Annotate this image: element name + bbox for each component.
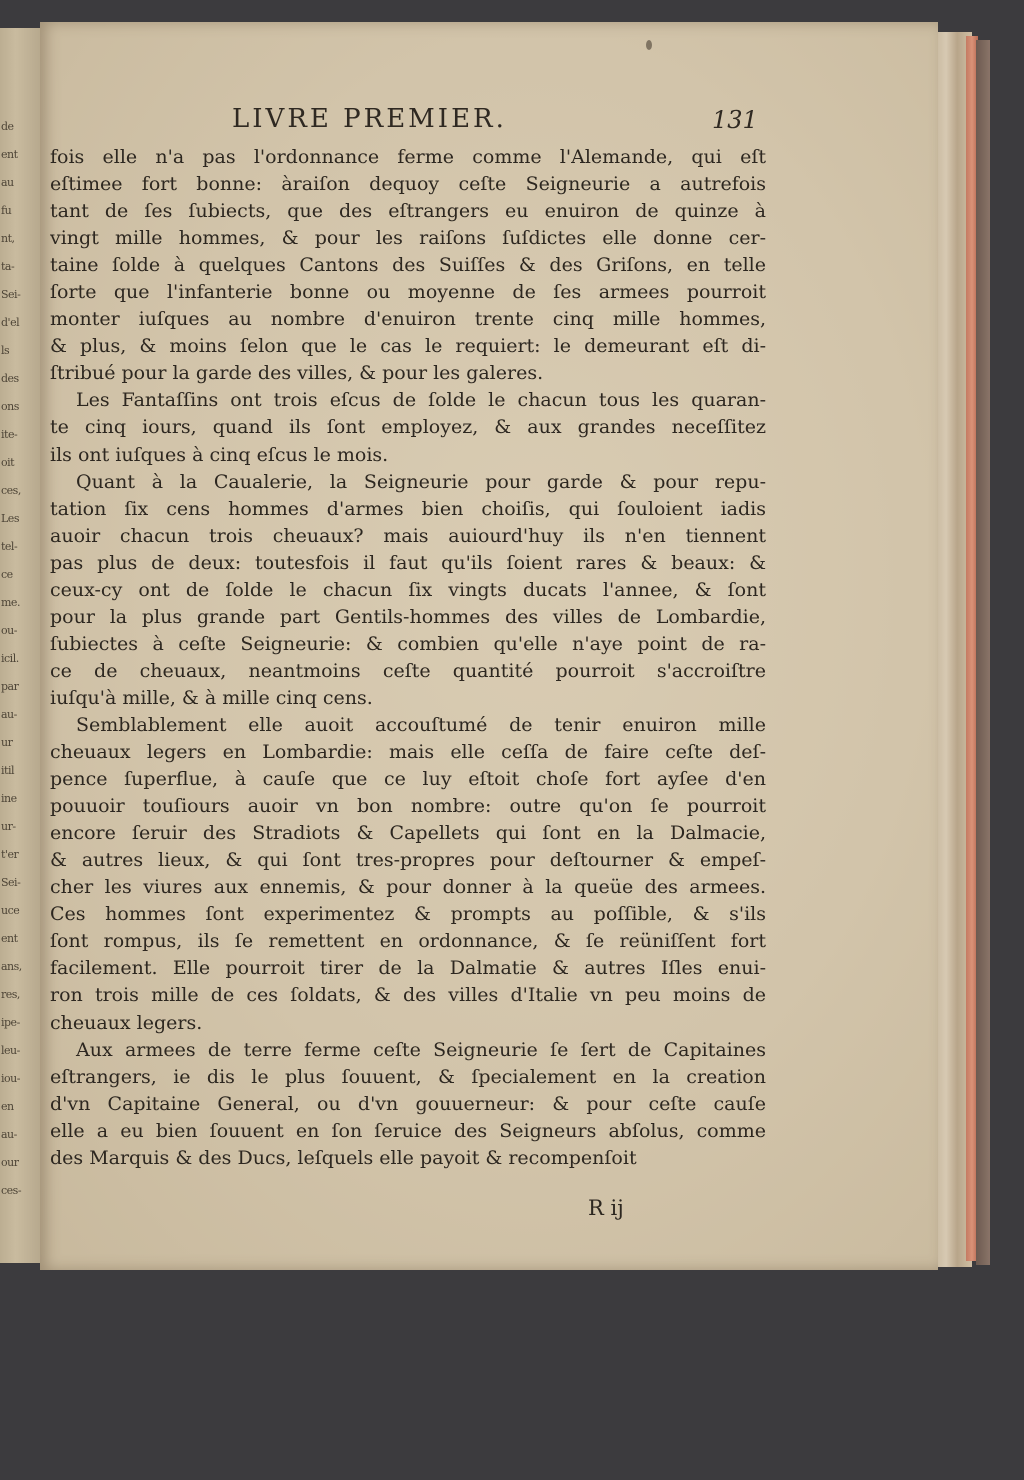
facing-page-fragment: Sei- (1, 876, 21, 889)
text-line: ce de cheuaux, neantmoins ceſte quantité pourroit s'accroiſtre (50, 659, 766, 682)
facing-page-fragment: Sei- (1, 288, 21, 301)
text-line: encore ſeruir des Stradiots & Capellets qui ſont en la Dalmacie, (50, 822, 766, 845)
page-number: 131 (712, 106, 758, 134)
text-line: ſubiectes à ceſte Seigneurie: & combien qu'elle n'aye point de ra- (50, 632, 766, 655)
text-line: & plus, & moins ſelon que le cas le requiert: le demeurant eſt di- (50, 335, 766, 358)
text-line: cheuaux legers. (50, 1011, 203, 1034)
facing-page-fragment: tel- (1, 540, 18, 553)
text-line: Quant à la Caualerie, la Seigneurie pour garde & pour repu- (76, 470, 766, 493)
facing-page-fragment: nt, (1, 232, 15, 245)
text-line: ceux-cy ont de ſolde le chacun ſix vingts ducats l'annee, & ſont (50, 578, 766, 601)
facing-page-fragment: ta- (1, 260, 15, 273)
ink-blot (646, 40, 652, 50)
facing-page-fragment: itil (1, 764, 14, 777)
facing-page-fragment: au- (1, 708, 17, 721)
facing-page-fragment: fu (1, 204, 12, 217)
text-line: tation ſix cens hommes d'armes bien choiſis, qui ſouloient iadis (50, 497, 766, 520)
facing-page-fragment: ent (1, 148, 18, 161)
text-line: te cinq iours, quand ils ſont employez, & aux grandes neceſſitez (50, 416, 766, 439)
text-line: vingt mille hommes, & pour les raiſons ſuſdictes elle donne cer- (50, 227, 766, 250)
facing-page-fragment: ces, (1, 484, 21, 497)
text-line: auoir chacun trois cheuaux? mais auiourd'huy ils n'en tiennent (50, 524, 766, 547)
facing-page-fragment: au- (1, 1128, 17, 1141)
text-line: Ces hommes ſont experimentez & prompts au poſſible, & s'ils (50, 903, 766, 926)
facing-page-fragment: res, (1, 988, 20, 1001)
text-line: ſtribué pour la garde des villes, & pour les galeres. (50, 362, 544, 385)
facing-page-fragment: ite- (1, 428, 18, 441)
facing-page-fragment: oit (1, 456, 15, 469)
text-line: pour la plus grande part Gentils-hommes des villes de Lombardie, (50, 605, 766, 628)
text-line: ron trois mille de ces ſoldats, & des villes d'Italie vn peu moins de (50, 984, 766, 1007)
facing-page-fragment: ur (1, 736, 13, 749)
book-cover-edge (976, 40, 990, 1265)
text-line: Les Fantaſſins ont trois eſcus de ſolde le chacun tous les quaran- (76, 389, 766, 412)
text-line: iuſqu'à mille, & à mille cinq cens. (50, 686, 373, 709)
text-line: elle a eu bien ſouuent en ſon ſeruice des Seigneurs abſolus, comme (50, 1119, 766, 1142)
text-line: monter iuſques au nombre d'enuiron trente cinq mille hommes, (50, 308, 766, 331)
facing-page-fragment: t'er (1, 848, 19, 861)
facing-page-fragment: d'el (1, 316, 20, 329)
text-line: fois elle n'a pas l'ordonnance ferme comme l'Alemande, qui eſt (50, 146, 766, 168)
text-line: ſorte que l'infanterie bonne ou moyenne de ſes armees pourroit (50, 281, 766, 304)
facing-page-fragment: Les (1, 512, 19, 525)
text-line: ils ont iuſques à cinq eſcus le mois. (50, 443, 389, 466)
facing-page-fragment: ine (1, 792, 17, 805)
facing-page-fragment: uce (1, 904, 20, 917)
facing-page-fragment: me. (1, 596, 20, 609)
facing-page-fragment: de (1, 120, 14, 133)
text-line: pas plus de deux: toutesfois il faut qu'ils ſoient rares & beaux: & (50, 551, 766, 574)
text-line: eſtrangers, ie dis le plus ſouuent, & ſpecialement en la creation (50, 1065, 766, 1088)
text-line: pence ſuperflue, à cauſe que ce luy eſtoit choſe fort ayſee d'en (50, 768, 766, 791)
text-line: Aux armees de terre ferme ceſte Seigneurie ſe ſert de Capitaines (76, 1038, 766, 1061)
facing-page-fragment: ons (1, 400, 19, 413)
facing-page-fragment: ce (1, 568, 13, 581)
facing-page-fragment: ces- (1, 1184, 22, 1197)
text-line: d'vn Capitaine General, ou d'vn gouuerneur: & pour ceſte cauſe (50, 1092, 766, 1115)
facing-page-fragment: des (1, 372, 19, 385)
signature-mark: R ij (588, 1196, 624, 1220)
facing-page-fragment: icil. (1, 652, 19, 665)
text-line: eſtimee fort bonne: àraiſon dequoy ceſte Seigneurie a autrefois (50, 173, 766, 196)
facing-page-fragment: ent (1, 932, 18, 945)
facing-page-fragment: ipe- (1, 1016, 20, 1029)
text-line: pouuoir touſiours auoir vn bon nombre: outre qu'on ſe pourroit (50, 795, 766, 818)
text-line: facilement. Elle pourroit tirer de la Dalmatie & autres Iſles enui- (50, 957, 766, 980)
facing-page-fragment: ou- (1, 624, 17, 637)
facing-page-fragment: en (1, 1100, 14, 1113)
facing-page-edge (0, 28, 42, 1263)
text-line: & autres lieux, & qui ſont tres-propres pour deſtourner & empeſ- (50, 849, 766, 872)
facing-page-fragment: ans, (1, 960, 22, 973)
facing-page-fragment: par (1, 680, 19, 693)
book-page (40, 22, 938, 1270)
text-line: des Marquis & des Ducs, leſquels elle payoit & recompenſoit (50, 1146, 637, 1169)
running-title: LIVRE PREMIER. (232, 104, 507, 134)
facing-page-fragment: ur- (1, 820, 16, 833)
facing-page-fragment: au (1, 176, 14, 189)
body-text (50, 144, 766, 1172)
text-line: Semblablement elle auoit accouſtumé de tenir enuiron mille (76, 713, 766, 736)
text-line: cher les viures aux ennemis, & pour donner à la queüe des armees. (50, 876, 766, 899)
text-line: taine ſolde à quelques Cantons des Suiſſes & des Griſons, en telle (50, 254, 766, 277)
text-line: tant de ſes ſubiects, que des eſtrangers eu enuiron de quinze à (50, 200, 766, 223)
text-line: cheuaux legers en Lombardie: mais elle ceſſa de faire ceſte deſ- (50, 741, 766, 764)
text-line: ſont rompus, ils ſe remettent en ordonnance, & ſe reüniſſent fort (50, 930, 766, 953)
facing-page-fragment: our (1, 1156, 19, 1169)
facing-page-fragment: ls (1, 344, 10, 357)
facing-page-fragment: iou- (1, 1072, 20, 1085)
facing-page-fragment: leu- (1, 1044, 20, 1057)
